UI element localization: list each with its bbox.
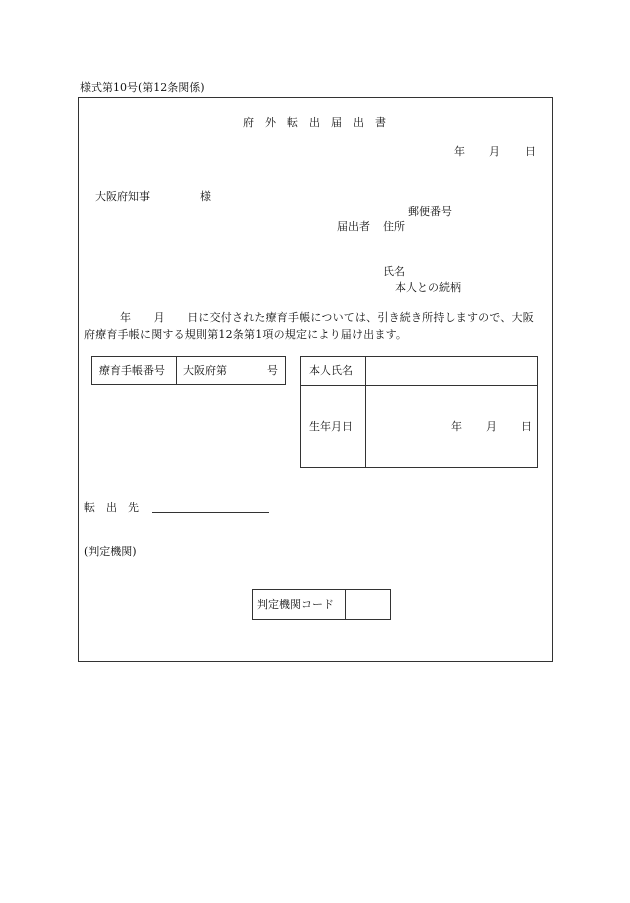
relation-label: 本人との続柄 — [395, 281, 461, 294]
statement-paragraph — [84, 309, 550, 343]
person-table-divider — [365, 356, 366, 468]
date-day-label: 日 — [525, 145, 536, 158]
notifier-label: 届出者 — [337, 220, 370, 233]
judging-org-label: (判定機関) — [84, 545, 137, 558]
notebook-table-divider — [176, 356, 177, 385]
form-title: 府 外 転 出 届 出 書 — [243, 116, 386, 129]
statement-line-1: 年 月 日に交付された療育手帳については、引き続き所持しますので、大阪 — [120, 311, 534, 324]
destination-underline — [152, 512, 269, 513]
org-code-divider — [345, 589, 346, 620]
statement-line-2: 府療育手帳に関する規則第12条第1項の規定により届け出ます。 — [84, 328, 408, 341]
birth-date-label: 生年月日 — [309, 420, 353, 433]
org-code-label: 判定機関コード — [257, 598, 334, 611]
name-label: 氏名 — [383, 265, 405, 278]
form-number-header: 様式第10号(第12条関係) — [80, 81, 205, 94]
addressee-honorific: 様 — [200, 190, 211, 203]
notebook-number-label: 療育手帳番号 — [99, 364, 165, 377]
postal-code-label: 郵便番号 — [408, 205, 452, 218]
birth-day-label: 日 — [521, 420, 532, 433]
address-label: 住所 — [383, 220, 405, 233]
date-year-label: 年 — [454, 145, 465, 158]
person-table-row-divider — [300, 385, 538, 386]
date-month-label: 月 — [489, 145, 500, 158]
notebook-number-prefix: 大阪府第 — [183, 364, 227, 377]
birth-year-label: 年 — [451, 420, 462, 433]
person-name-label: 本人氏名 — [309, 364, 353, 377]
birth-month-label: 月 — [486, 420, 497, 433]
destination-label: 転 出 先 — [84, 501, 139, 514]
addressee-name: 大阪府知事 — [95, 190, 150, 203]
notebook-number-suffix: 号 — [267, 364, 278, 377]
